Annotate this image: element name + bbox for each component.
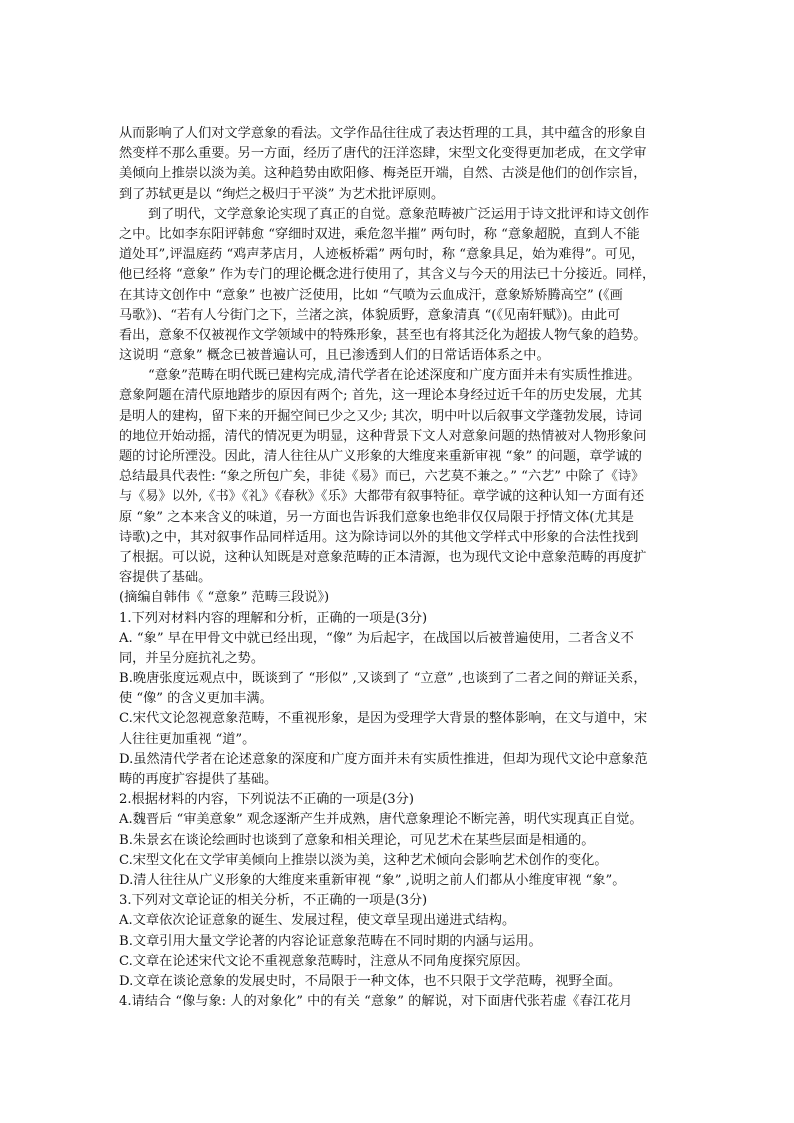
text-line: 意象阿题在清代原地踏步的原因有两个; 首先，这一理论本身经过近千年的历史发展，尤其: [119, 388, 642, 404]
text-line: B.晚唐张度远观点中，既谈到了 “形似” ,又谈到了 “立意” ,也谈到了二者之间的辩证关系，: [119, 671, 647, 687]
text-line: 他已经将 “意象” 作为专门的理论概念进行使用了，其含义与今天的用法已十分接近。同样，: [119, 267, 656, 283]
text-line: 了根据。可以说，这种认知既是对意象范畴的正本清源，也为现代文论中意象范畴的再度扩: [119, 549, 647, 565]
text-line: 3.下列对文章论证的相关分析，不正确的一项是(3分): [119, 893, 428, 909]
text-line: 原 “象” 之本来含义的味道，另一方面也告诉我们意象也绝非仅仅局限于抒情文体(尤其是: [119, 509, 634, 525]
text-line: 1.下列对材料内容的理解和分析，正确的一项是(3分): [119, 610, 428, 626]
text-line: 的地位开始动摇，清代的情况更为明显，这种背景下文人对意象问题的热情被对人物形象问: [119, 428, 647, 444]
text-line: 看出，意象不仅被视作文学领域中的特殊形象，甚至也有将其泛化为超拔人物气象的趋势。: [119, 327, 647, 343]
text-line: 是明人的建构，留下来的开掘空间已少之又少; 其次，明中叶以后叙事文学蓬勃发展，诗词: [119, 408, 642, 424]
document-page: [119, 124, 685, 1012]
text-line: 容提供了基础。: [119, 570, 212, 586]
text-line: 这说明 “意象” 概念已被普遍认可，且已渗透到人们的日常话语体系之中。: [119, 348, 550, 364]
text-line: D.清人往往从广义形象的大维度来重新审视 “象” ,说明之前人们都从小维度审视 “象”。: [119, 872, 626, 888]
text-line: 之中。比如李东阳评韩愈 “穿细时双进，乘危忽半摧” 两句时，称 “意象超脱，直到人不能: [119, 226, 640, 242]
text-line: 到了苏轼更是以 “绚烂之极归于平淡” 为艺术批评原则。: [119, 186, 445, 202]
text-line: 在其诗文创作中 “意象” 也被广泛使用，比如 “气喷为云血成汗，意象矫矫腾高空” (《画: [119, 287, 623, 303]
text-line: 2.根据材料的内容，下列说法不正确的一项是(3分): [119, 792, 415, 808]
text-line: D.文章在谈论意象的发展史时，不局限于一种文体，也不只限于文学范畴，视野全面。: [119, 973, 622, 989]
text-line: 畴的再度扩容提供了基础。: [119, 772, 278, 787]
text-line: D.虽然清代学者在论述意象的深度和广度方面并未有实质性推进，但却为现代文论中意象范: [119, 751, 648, 767]
text-line: 4.请结合 “像与象: 人的对象化” 中的有关 “意象” 的解说，对下面唐代张若虚《春江花月: [119, 994, 633, 1010]
text-body: [119, 124, 685, 1012]
text-line: 从而影响了人们对文学意象的看法。文学作品往往成了表达哲理的工具，其中蕴含的形象自: [119, 126, 647, 141]
text-line: A.魏晋后 “审美意象” 观念逐渐产生并成熟，唐代意象理论不断完善，明代实现真正自觉。: [119, 812, 643, 828]
text-line: 美倾向上推崇以淡为美。这种趋势由欧阳修、梅尧臣开端，自然、古淡是他们的创作宗旨，: [119, 166, 647, 182]
text-line: 人往往更加重视 “道”。: [119, 731, 256, 747]
text-line: B.朱景玄在谈论绘画时也谈到了意象和相关理论，可见艺术在某些层面是相通的。: [119, 832, 595, 848]
text-line: A. “象” 早在甲骨文中就已经出现，“像” 为后起字，在战国以后被普遍使用，二者含义不: [119, 630, 634, 646]
text-line: C.宋型文化在文学审美倾向上推崇以淡为美，这种艺术倾向会影响艺术创作的变化。: [119, 852, 608, 868]
text-line: C.宋代文论忽视意象范畴，不重视形象，是因为受理学大背景的整体影响，在文与道中，宋: [119, 711, 648, 727]
text-line: 道处耳”,评温庭药 “鸡声茅店月，人迹板桥霜” 两句时，称 “意象具足，始为难得”。可见，: [119, 247, 645, 263]
text-line: C.文章在论述宋代文论不重视意象范畴时，注意从不同角度探究原因。: [119, 953, 529, 969]
text-line: 马歌》)、“若有人兮街门之下，兰渚之滨，体貌质野，意象清真 “(《见南轩赋》)。由此可: [119, 307, 621, 323]
text-line: 与《易》以外,《书》《礼》《春秋》《乐》大都带有叙事特征。章学诚的这种认知一方面有还: [119, 489, 645, 505]
text-line: 同，并呈分庭抗礼之势。: [119, 650, 265, 666]
text-line: 诗歌)之中，其对叙事作品同样适用。这为除诗词以外的其他文学样式中形象的合法性找到: [119, 529, 639, 545]
text-line: “意象”范畴在明代既已建构完成,清代学者在论述深度和广度方面并未有实质性推进。: [148, 368, 641, 384]
text-line: A.文章依次论证意象的诞生、发展过程，使文章呈现出递进式结构。: [119, 913, 516, 929]
text-line: 总结最具代表性: “象之所包广矣，非徒《易》而已，六艺莫不兼之。” “六艺” 中除了《诗》: [119, 469, 645, 485]
text-line: 题的讨论所湮没。因此，清人往往从广义形象的大维度来重新审视 “象” 的问题，章学诚的: [119, 449, 642, 464]
text-line: 然变样不那么重要。另一方面，经历了唐代的汪洋恣肆，宋型文化变得更加老成，在文学审: [119, 146, 647, 162]
text-line: B.文章引用大量文学论著的内容论证意象范畴在不同时期的内涵与运用。: [119, 933, 542, 949]
text-line: (摘编自韩伟《 “意象” 范畴三段说》): [119, 590, 330, 606]
text-line: 到了明代，文学意象论实现了真正的自觉。意象范畴被广泛运用于诗文批评和诗文创作: [148, 206, 650, 222]
text-line: 使 “像” 的含义更加丰满。: [119, 691, 273, 707]
